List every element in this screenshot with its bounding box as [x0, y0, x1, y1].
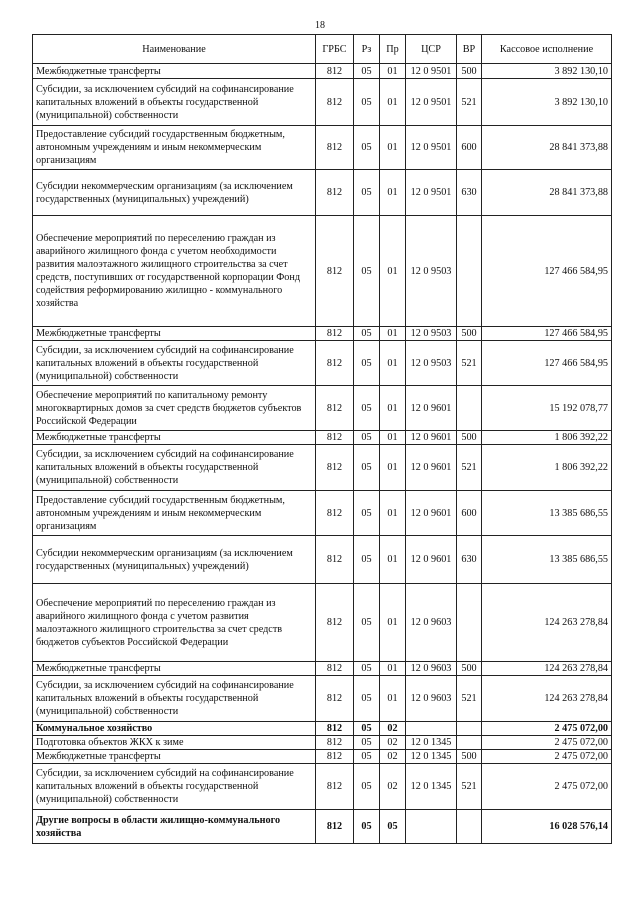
- row-name: Предоставление субсидий государственным бюджетным, автономным учреждениям и иным некоммерческим организациям: [33, 126, 316, 170]
- row-amount: 3 892 130,10: [482, 79, 612, 126]
- row-amount: 1 806 392,22: [482, 445, 612, 491]
- row-amount: 13 385 686,55: [482, 536, 612, 584]
- row-amount: 16 028 576,14: [482, 810, 612, 844]
- table-row: [33, 536, 612, 584]
- row-vr: 500: [457, 662, 482, 676]
- row-grbs: 812: [316, 750, 354, 764]
- row-csr: 12 0 9603: [406, 662, 457, 676]
- row-csr: 12 0 9501: [406, 64, 457, 79]
- row-amount: 3 892 130,10: [482, 64, 612, 79]
- row-vr: 500: [457, 327, 482, 341]
- row-vr: 500: [457, 750, 482, 764]
- row-csr: 12 0 9601: [406, 386, 457, 431]
- row-name: Межбюджетные трансферты: [33, 662, 316, 676]
- table-row: [33, 750, 612, 764]
- row-name: Субсидии некоммерческим организациям (за исключением государственных (муниципальных) учреждений): [33, 170, 316, 216]
- row-pr: 01: [380, 386, 406, 431]
- table-row: [33, 170, 612, 216]
- table-row: [33, 722, 612, 736]
- table-row: [33, 736, 612, 750]
- row-grbs: 812: [316, 536, 354, 584]
- row-name: Обеспечение мероприятий по переселению граждан из аварийного жилищного фонда с учетом развития малоэтажного жилищного строительства за счет средств бюджетов субъектов Российской Федерации: [33, 584, 316, 662]
- row-name: Субсидии, за исключением субсидий на софинансирование капитальных вложений в объекты государственной (муниципальной) собственности: [33, 676, 316, 722]
- row-rz: 05: [354, 536, 380, 584]
- row-amount: 127 466 584,95: [482, 216, 612, 327]
- row-amount: 28 841 373,88: [482, 126, 612, 170]
- row-grbs: 812: [316, 736, 354, 750]
- row-name: Межбюджетные трансферты: [33, 750, 316, 764]
- row-pr: 01: [380, 79, 406, 126]
- row-amount: 127 466 584,95: [482, 341, 612, 386]
- table-row: [33, 126, 612, 170]
- row-rz: 05: [354, 64, 380, 79]
- row-pr: 01: [380, 216, 406, 327]
- row-rz: 05: [354, 79, 380, 126]
- row-pr: 01: [380, 126, 406, 170]
- table-row: [33, 676, 612, 722]
- row-grbs: 812: [316, 386, 354, 431]
- row-rz: 05: [354, 662, 380, 676]
- row-rz: 05: [354, 736, 380, 750]
- row-rz: 05: [354, 810, 380, 844]
- row-pr: 01: [380, 431, 406, 445]
- row-grbs: 812: [316, 662, 354, 676]
- row-rz: 05: [354, 431, 380, 445]
- row-csr: 12 0 9601: [406, 536, 457, 584]
- row-csr: [406, 810, 457, 844]
- header-amount: Кассовое исполнение: [482, 35, 612, 64]
- row-rz: 05: [354, 764, 380, 810]
- row-amount: 2 475 072,00: [482, 722, 612, 736]
- row-rz: 05: [354, 386, 380, 431]
- row-rz: 05: [354, 445, 380, 491]
- row-csr: 12 0 1345: [406, 764, 457, 810]
- row-grbs: 812: [316, 810, 354, 844]
- row-name: Субсидии, за исключением субсидий на софинансирование капитальных вложений в объекты государственной (муниципальной) собственности: [33, 341, 316, 386]
- row-rz: 05: [354, 126, 380, 170]
- row-name: Субсидии некоммерческим организациям (за исключением государственных (муниципальных) учреждений): [33, 536, 316, 584]
- row-vr: 600: [457, 491, 482, 536]
- table-row: [33, 810, 612, 844]
- row-grbs: 812: [316, 341, 354, 386]
- row-name: Межбюджетные трансферты: [33, 431, 316, 445]
- row-name: Обеспечение мероприятий по переселению граждан из аварийного жилищного фонда с учетом необходимости развития малоэтажного жилищного строительства за счет средств, поступивших от государственной корпорации Фонд содействия реформированию жилищно - коммунального хозяйства: [33, 216, 316, 327]
- row-pr: 05: [380, 810, 406, 844]
- row-csr: [406, 722, 457, 736]
- row-grbs: 812: [316, 491, 354, 536]
- header-rz: Рз: [354, 35, 380, 64]
- row-grbs: 812: [316, 327, 354, 341]
- table-row: [33, 79, 612, 126]
- row-vr: 600: [457, 126, 482, 170]
- row-amount: 2 475 072,00: [482, 736, 612, 750]
- row-name: Межбюджетные трансферты: [33, 64, 316, 79]
- row-name: Подготовка объектов ЖКХ к зиме: [33, 736, 316, 750]
- row-csr: 12 0 9601: [406, 491, 457, 536]
- row-pr: 01: [380, 662, 406, 676]
- row-amount: 124 263 278,84: [482, 584, 612, 662]
- table-row: [33, 445, 612, 491]
- table-row: [33, 327, 612, 341]
- table-row: [33, 431, 612, 445]
- row-vr: [457, 584, 482, 662]
- row-amount: 13 385 686,55: [482, 491, 612, 536]
- row-pr: 01: [380, 445, 406, 491]
- row-vr: 500: [457, 64, 482, 79]
- table-row: [33, 386, 612, 431]
- header-grbs: ГРБС: [316, 35, 354, 64]
- row-pr: 02: [380, 722, 406, 736]
- row-name: Субсидии, за исключением субсидий на софинансирование капитальных вложений в объекты государственной (муниципальной) собственности: [33, 79, 316, 126]
- row-vr: 500: [457, 431, 482, 445]
- row-vr: [457, 216, 482, 327]
- row-pr: 01: [380, 584, 406, 662]
- row-grbs: 812: [316, 431, 354, 445]
- row-pr: 01: [380, 170, 406, 216]
- row-vr: 630: [457, 536, 482, 584]
- row-csr: 12 0 9501: [406, 126, 457, 170]
- row-amount: 28 841 373,88: [482, 170, 612, 216]
- row-amount: 124 263 278,84: [482, 676, 612, 722]
- row-rz: 05: [354, 722, 380, 736]
- row-vr: 521: [457, 341, 482, 386]
- row-rz: 05: [354, 750, 380, 764]
- row-grbs: 812: [316, 722, 354, 736]
- row-rz: 05: [354, 170, 380, 216]
- row-csr: 12 0 9503: [406, 327, 457, 341]
- row-amount: 15 192 078,77: [482, 386, 612, 431]
- row-amount: 2 475 072,00: [482, 764, 612, 810]
- page-number: 18: [315, 20, 325, 31]
- row-csr: 12 0 9603: [406, 676, 457, 722]
- row-name: Межбюджетные трансферты: [33, 327, 316, 341]
- row-amount: 1 806 392,22: [482, 431, 612, 445]
- row-csr: 12 0 9503: [406, 216, 457, 327]
- row-pr: 01: [380, 536, 406, 584]
- row-pr: 01: [380, 64, 406, 79]
- row-pr: 02: [380, 736, 406, 750]
- row-pr: 01: [380, 491, 406, 536]
- row-csr: 12 0 9603: [406, 584, 457, 662]
- table-header: [33, 35, 612, 64]
- row-grbs: 812: [316, 170, 354, 216]
- row-csr: 12 0 1345: [406, 736, 457, 750]
- row-vr: 521: [457, 676, 482, 722]
- table-row: [33, 216, 612, 327]
- row-name: Обеспечение мероприятий по капитальному ремонту многоквартирных домов за счет средств бюджетов субъектов Российской Федерации: [33, 386, 316, 431]
- row-vr: [457, 810, 482, 844]
- row-grbs: 812: [316, 216, 354, 327]
- header-vr: ВР: [457, 35, 482, 64]
- row-amount: 2 475 072,00: [482, 750, 612, 764]
- table-row: [33, 341, 612, 386]
- row-vr: 630: [457, 170, 482, 216]
- row-grbs: 812: [316, 126, 354, 170]
- row-rz: 05: [354, 584, 380, 662]
- header-name: Наименование: [33, 35, 316, 64]
- row-csr: 12 0 9501: [406, 170, 457, 216]
- row-csr: 12 0 9501: [406, 79, 457, 126]
- table-body: [33, 64, 612, 844]
- table-row: [33, 764, 612, 810]
- row-grbs: 812: [316, 584, 354, 662]
- row-grbs: 812: [316, 676, 354, 722]
- table-row: [33, 584, 612, 662]
- row-vr: 521: [457, 445, 482, 491]
- row-grbs: 812: [316, 764, 354, 810]
- row-pr: 02: [380, 764, 406, 810]
- row-rz: 05: [354, 491, 380, 536]
- row-pr: 02: [380, 750, 406, 764]
- budget-table: [32, 34, 612, 844]
- row-name: Коммунальное хозяйство: [33, 722, 316, 736]
- row-rz: 05: [354, 341, 380, 386]
- table-row: [33, 491, 612, 536]
- row-pr: 01: [380, 341, 406, 386]
- row-pr: 01: [380, 676, 406, 722]
- header-pr: Пр: [380, 35, 406, 64]
- row-pr: 01: [380, 327, 406, 341]
- row-name: Субсидии, за исключением субсидий на софинансирование капитальных вложений в объекты государственной (муниципальной) собственности: [33, 764, 316, 810]
- row-csr: 12 0 1345: [406, 750, 457, 764]
- table-row: [33, 662, 612, 676]
- row-vr: 521: [457, 79, 482, 126]
- row-csr: 12 0 9601: [406, 431, 457, 445]
- row-vr: [457, 386, 482, 431]
- row-amount: 127 466 584,95: [482, 327, 612, 341]
- row-rz: 05: [354, 216, 380, 327]
- row-grbs: 812: [316, 79, 354, 126]
- row-vr: 521: [457, 764, 482, 810]
- row-rz: 05: [354, 676, 380, 722]
- row-vr: [457, 722, 482, 736]
- row-vr: [457, 736, 482, 750]
- row-rz: 05: [354, 327, 380, 341]
- row-csr: 12 0 9503: [406, 341, 457, 386]
- table-row: [33, 64, 612, 79]
- header-csr: ЦСР: [406, 35, 457, 64]
- row-name: Другие вопросы в области жилищно-коммунального хозяйства: [33, 810, 316, 844]
- row-grbs: 812: [316, 445, 354, 491]
- row-name: Предоставление субсидий государственным бюджетным, автономным учреждениям и иным некоммерческим организациям: [33, 491, 316, 536]
- row-amount: 124 263 278,84: [482, 662, 612, 676]
- row-csr: 12 0 9601: [406, 445, 457, 491]
- row-name: Субсидии, за исключением субсидий на софинансирование капитальных вложений в объекты государственной (муниципальной) собственности: [33, 445, 316, 491]
- row-grbs: 812: [316, 64, 354, 79]
